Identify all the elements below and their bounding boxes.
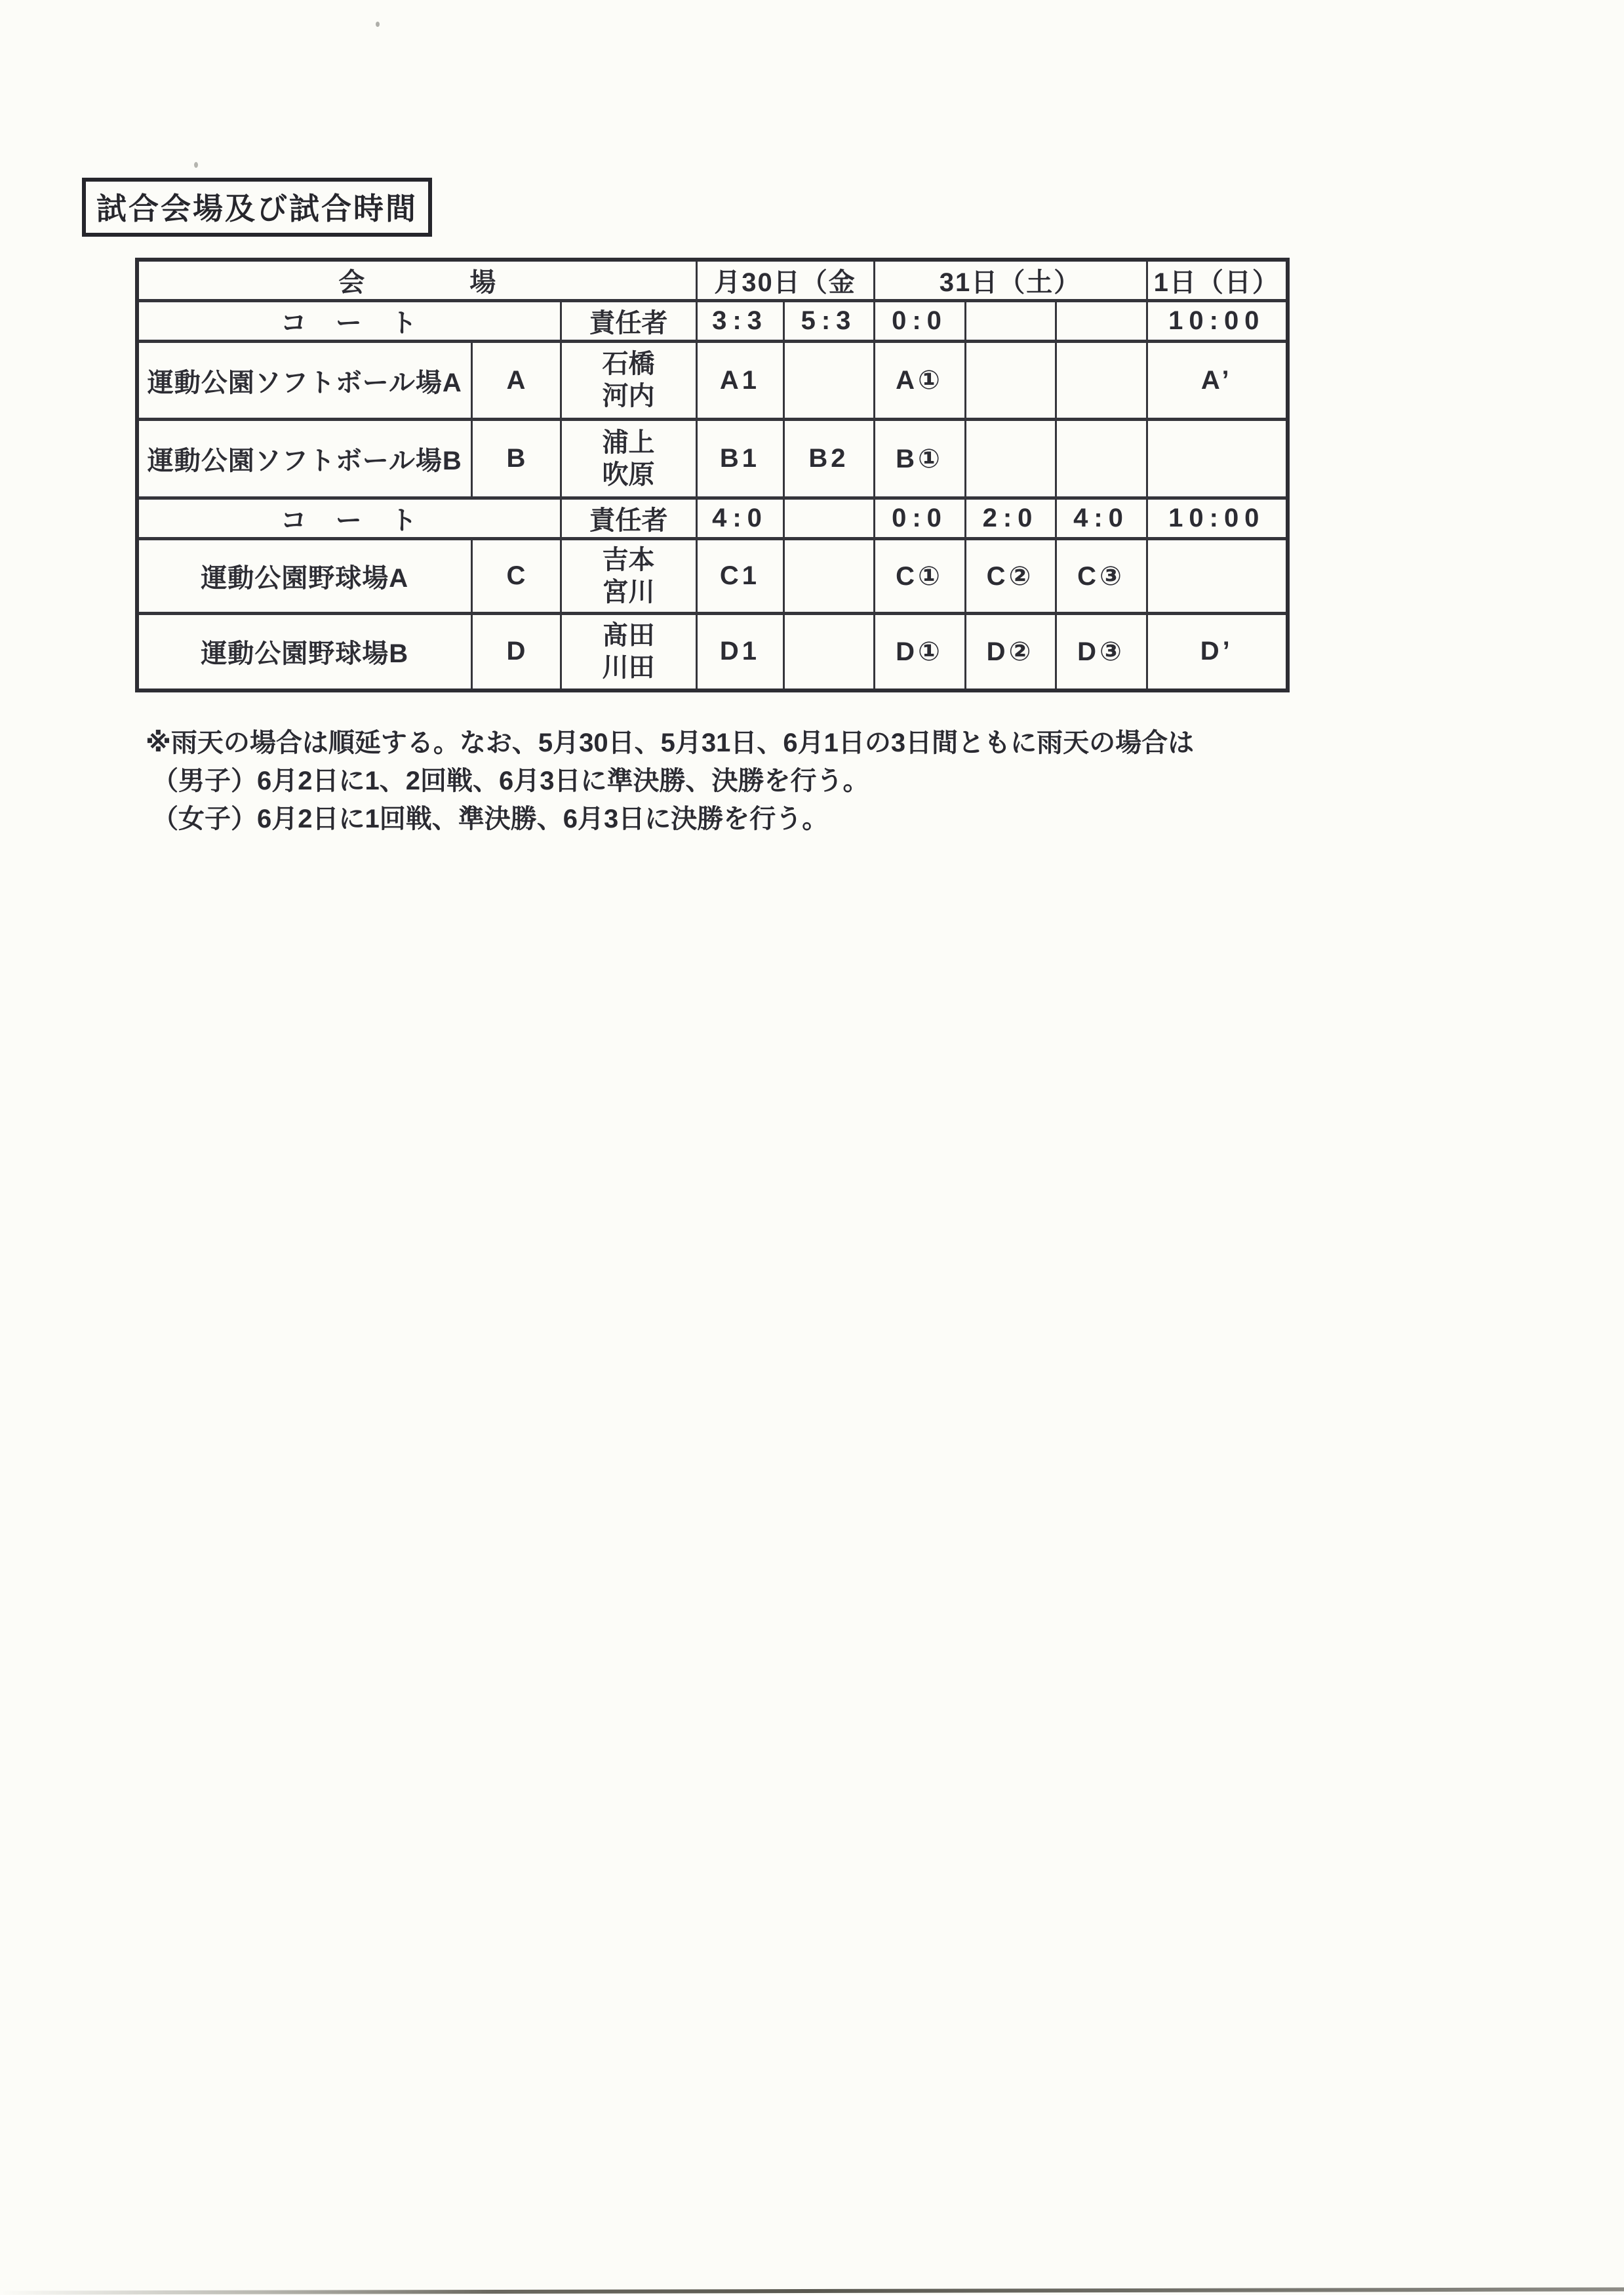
table-row-softball-a [137,342,1288,420]
court-letter-cell: C [471,539,561,614]
time-cell [1056,301,1147,342]
court-letter-cell: B [471,420,561,498]
rain-postponement-notes [146,724,1431,838]
game-cell: B① [874,420,965,498]
page-title-box [82,178,432,237]
manager-name: 浦上 [602,428,655,457]
game-cell: C② [965,539,1056,614]
manager-name: 石橋 [602,349,655,379]
time-cell: 0:0 [874,498,965,539]
page-title: 試合会場及び試合時間 [96,191,418,226]
time-cell: 5:3 [783,301,874,342]
time-cell: 3:3 [696,301,783,342]
game-cell: A’ [1147,342,1288,420]
game-cell: D② [965,614,1056,690]
venue-name-cell: 運動公園ソフトボール場A [137,342,471,420]
table-row-court-header-softball [137,301,1288,342]
manager-name: 吉本 [602,545,655,574]
game-cell [1147,420,1288,498]
venue-header-cell: 会 場 [137,260,696,301]
managers-cell [561,539,696,614]
time-cell: 0:0 [874,301,965,342]
venue-name-cell: 運動公園野球場B [137,614,471,690]
game-cell: C① [874,539,965,614]
date-sunday-cell: 1日（日） [1147,260,1288,301]
game-cell: B1 [696,420,783,498]
note-line-men: （男子）6月2日に1、2回戦、6月3日に準決勝、決勝を行う。 [152,767,869,795]
time-cell: 2:0 [965,498,1056,539]
time-cell: 4:0 [696,498,783,539]
venue-name-cell: 運動公園ソフトボール場B [137,420,471,498]
time-cell [965,301,1056,342]
manager-name: 河内 [602,382,655,410]
manager-label-cell: 責任者 [561,301,696,342]
game-cell: A1 [696,342,783,420]
managers-cell [561,342,696,420]
game-cell: A① [874,342,965,420]
time-cell: 4:0 [1056,498,1147,539]
game-cell: C1 [696,539,783,614]
date-saturday-cell: 31日（土） [874,260,1147,301]
time-cell: 10:00 [1147,301,1288,342]
court-label-cell: コ ー ト [137,301,561,342]
court-label-cell: コ ー ト [137,498,561,539]
manager-name: 髙田 [602,620,655,650]
scan-speck [194,162,198,168]
note-line-general: ※雨天の場合は順延する。なお、5月30日、5月31日、6月1日の3日間ともに雨天の場合は [146,728,1195,757]
date-friday-cell: 月30日（金 [696,260,874,301]
game-cell [783,342,874,420]
table-row-baseball-b [137,614,1288,690]
game-cell [1147,539,1288,614]
game-cell [1056,420,1147,498]
game-cell [965,420,1056,498]
game-cell: D① [874,614,965,690]
time-cell: 10:00 [1147,498,1288,539]
manager-name: 川田 [602,652,655,682]
scan-speck [376,22,380,27]
game-cell [965,342,1056,420]
table-row-softball-b [137,420,1288,498]
game-cell: B2 [783,420,874,498]
table-row-venue-header [137,260,1288,301]
schedule-table [135,258,1290,692]
table-row-baseball-a [137,539,1288,614]
game-cell: D’ [1147,614,1288,690]
game-cell: D1 [696,614,783,690]
venue-name-cell: 運動公園野球場A [137,539,471,614]
note-line-women: （女子）6月2日に1回戦、準決勝、6月3日に決勝を行う。 [152,805,829,833]
table-row-court-header-baseball [137,498,1288,539]
time-cell [783,498,874,539]
game-cell [1056,342,1147,420]
managers-cell [561,420,696,498]
scan-edge-artifact [0,2287,1624,2294]
court-letter-cell: D [471,614,561,690]
court-letter-cell: A [471,342,561,420]
managers-cell [561,614,696,690]
manager-name: 吹原 [602,460,655,489]
game-cell: C③ [1056,539,1147,614]
game-cell [783,539,874,614]
game-cell [783,614,874,690]
manager-label-cell: 責任者 [561,498,696,539]
manager-name: 宮川 [602,577,655,607]
game-cell: D③ [1056,614,1147,690]
